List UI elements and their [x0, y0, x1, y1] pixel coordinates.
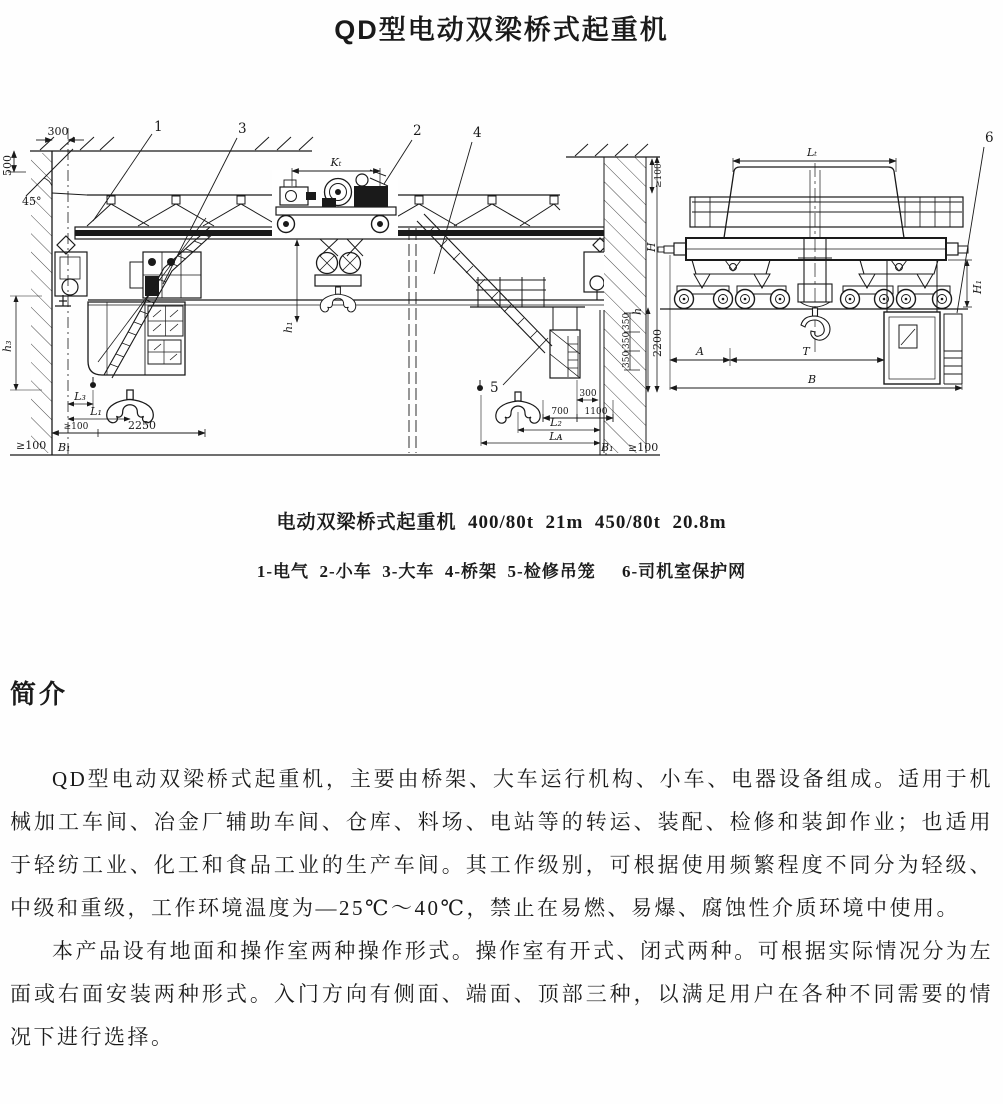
callout-6: 6 [985, 130, 994, 146]
maintenance-cage [550, 307, 580, 378]
dim-b1-right-label: B₁ [601, 441, 614, 454]
dim-300b-label: 300 [579, 389, 597, 399]
dim-min100-a-label: ≥100 [63, 422, 89, 432]
hook-position-marker-left [90, 377, 96, 408]
dim-b1-left-label: B₁ [58, 441, 71, 454]
dim-lt [733, 146, 896, 172]
dim-45deg-label: 45° [22, 195, 42, 208]
callout-4: 4 [473, 125, 482, 141]
callout-1: 1 [154, 119, 163, 135]
dim-l3-label: L₃ [74, 390, 86, 403]
dim-h-label: h [631, 307, 644, 315]
callouts-front [93, 119, 548, 396]
paragraph-1: QD型电动双梁桥式起重机，主要由桥架、大车运行机构、小车、电器设备组成。适用于机械加工车间、冶金厂辅助车间、仓库、料场、电站等的转运、装配、检修和装卸作业；也适用于轻纺工业、化工和食品工业的生产车间。其工作级别，可根据使用频繁程度不同分为轻级、中级和重级，工作环境温度为—25℃～40℃，禁止在易燃、易爆、腐蚀性介质环境中使用。 [10, 767, 993, 920]
dim-B-label: B [807, 373, 817, 386]
dim-h1 [282, 240, 297, 333]
dim-2250-label: 2250 [128, 419, 156, 432]
dim-l1-label: L₁ [90, 405, 102, 418]
end-truck-left [55, 236, 87, 306]
front-view [1, 119, 664, 458]
dim-300 [36, 125, 84, 140]
bridge-platform-side [690, 197, 963, 227]
dim-300-label: 300 [47, 125, 69, 138]
trolley-front [272, 170, 398, 236]
hook-tackle [315, 239, 363, 312]
break-lines [409, 228, 416, 453]
end-beam-side [658, 238, 968, 260]
dim-la-label: Lᴀ [549, 430, 563, 443]
platform-railing [470, 277, 585, 307]
dim-H1 [948, 260, 984, 307]
hook-position-marker-right [477, 380, 483, 391]
section-heading: 简介 [10, 679, 69, 709]
dim-min100-top-label: ≥100 [654, 163, 664, 188]
dim-h1-label: h₁ [282, 321, 295, 333]
dim-350-label-1: 350 [622, 312, 632, 330]
bottom-dims-left [10, 390, 660, 455]
callout-2: 2 [413, 123, 422, 139]
dim-H-label: H [645, 242, 658, 252]
page-title: QD型电动双梁桥式起重机 [334, 15, 669, 45]
body-text [10, 758, 993, 1059]
paragraph-2: 本产品设有地面和操作室两种操作形式。操作室有开式、闭式两种。可根据实际情况分为左面或右面安装两种形式。入门方向有侧面、端面、顶部三种，以满足用户在各种不同需要的情况下进行选择。 [10, 939, 993, 1049]
dim-h3-label: h₃ [1, 340, 14, 352]
building-left-wall [26, 128, 313, 458]
figure-caption: 电动双梁桥式起重机 400/80t 21m 450/80t 20.8m [276, 512, 727, 533]
dim-350-label-3: 350 [622, 350, 632, 368]
operator-cab-front [88, 302, 185, 375]
figure-legend: 1-电气 2-小车 3-大车 4-桥架 5-检修吊笼 6-司机室保护网 [256, 562, 747, 581]
travel-mechanism [130, 252, 201, 298]
dim-A-label: A [696, 345, 704, 358]
callout-3: 3 [238, 121, 247, 137]
callout-5: 5 [490, 380, 499, 396]
dim-350-label-2: 350 [622, 331, 632, 349]
dim-H1-label: H₁ [971, 279, 984, 294]
side-view [658, 130, 994, 390]
cab-protective-mesh [944, 314, 962, 384]
operator-cab-side [884, 260, 940, 384]
dim-2200-label: 2200 [651, 329, 664, 357]
dim-l2-label: L₂ [550, 416, 562, 429]
dim-kt-label: Kₜ [330, 156, 342, 169]
dim-min100-bl-label: ≥100 [16, 439, 47, 452]
dim-lt-label: Lₜ [806, 146, 818, 159]
crane-technical-drawing [0, 0, 1003, 470]
dim-T-label: T [802, 345, 810, 358]
dim-500-label: 500 [1, 155, 14, 176]
dim-700-label: 700 [551, 407, 569, 417]
dim-1100-label: 1100 [584, 407, 608, 417]
dim-500 [1, 151, 26, 176]
dim-min100-br-label: ≥100 [628, 441, 659, 454]
hook-lower-left [107, 390, 154, 423]
